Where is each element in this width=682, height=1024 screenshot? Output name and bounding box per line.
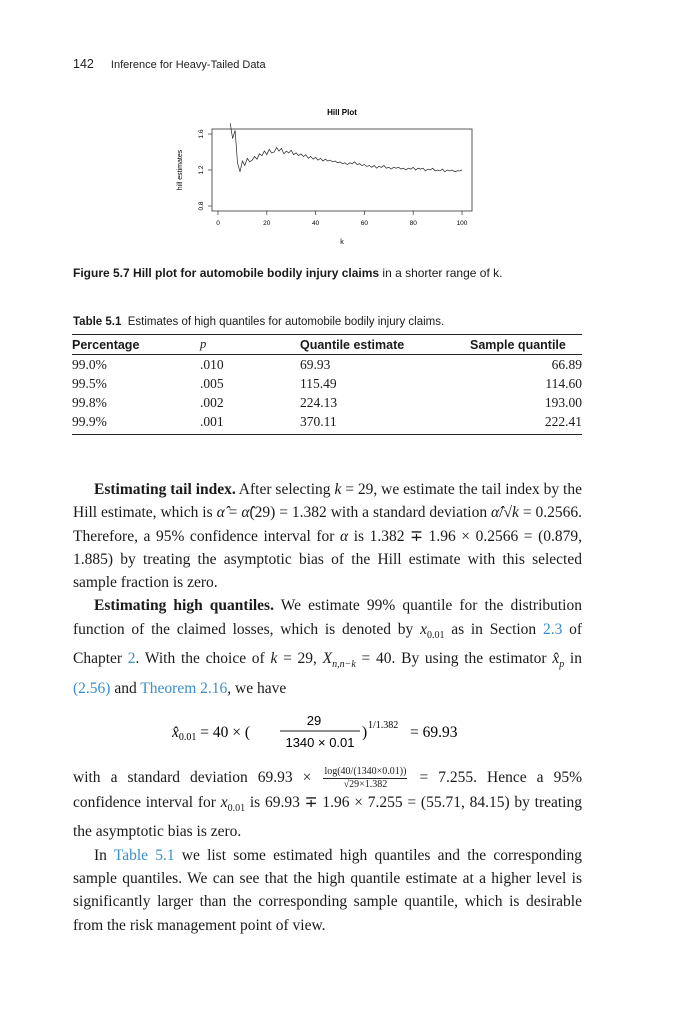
link-equation[interactable]: (2.56) (73, 679, 111, 697)
cell-sample-quantile: 193.00 (544, 394, 582, 410)
running-title: Inference for Heavy-Tailed Data (110, 59, 266, 71)
y-axis (198, 129, 212, 210)
cell-p: .010 (200, 356, 224, 372)
svg-text:): ) (362, 724, 368, 741)
paragraph-high-quantiles: Estimating high quantiles. We estimate 99% quantile for the distribution function of the claimed losses, which is denoted by $x_{0.01}$ as in Section 2.3 of Chapter 2. With the choice of k = 29, $X_{n,n-k} = 40$. By using the estimator $x̂_p$ in (2.56) and Theorem 2.16, we have (73, 597, 582, 697)
page-header (73, 57, 266, 71)
svg-text:1/1.382: 1/1.382 (368, 720, 399, 731)
col-percentage: Percentage (72, 335, 200, 355)
heading-tail-index: Estimating tail index. (94, 481, 236, 498)
y-tick-label: 1.6 (198, 129, 205, 139)
col-p-label: p (200, 337, 207, 351)
paragraph-tail-index: Estimating tail index. After selecting k = 29, we estimate the tail index by the Hill estimate, which is α̂ = α̂(29) = 1.382 with a standard deviation α̂/√k = 0.2566. Therefore, a 95% confidence interval for α is 1.382 ∓ 1.96 × 0.2566 = (0.879, 1.885) by treating the asymptotic bias of the Hill estimate with this selected sample fraction is zero. (73, 481, 582, 592)
table-caption (73, 316, 444, 328)
heading-high-quantiles: Estimating high quantiles. (94, 597, 274, 615)
table-row (72, 355, 582, 375)
x-axis-label: k (340, 239, 344, 246)
table-row (72, 374, 582, 393)
link-section[interactable]: 2.3 (542, 620, 563, 638)
figure-label: Figure 5.7 (73, 266, 130, 280)
y-tick-label: 1.2 (198, 165, 205, 175)
body-text (73, 478, 582, 700)
table-header-row (72, 335, 582, 355)
cell-sample-quantile: 222.41 (470, 412, 582, 434)
cell-quantile-estimate: 115.49 (300, 375, 337, 391)
cell-sample-quantile: 114.60 (545, 375, 582, 391)
cell-percentage: 99.8% (72, 394, 107, 410)
link-theorem[interactable]: Theorem 2.16 (140, 679, 228, 697)
figure-caption (73, 266, 593, 280)
quantile-table (72, 334, 582, 435)
cell-percentage: 99.0% (72, 356, 107, 372)
cell-p: .002 (200, 394, 224, 410)
col-sample-quantile: Sample quantile (470, 335, 582, 355)
cell-p: .005 (200, 375, 224, 391)
link-chapter[interactable]: 2 (127, 650, 136, 668)
x-tick-label: 60 (360, 220, 369, 227)
page-number: 142 (73, 57, 94, 71)
paragraph-table-summary: In Table 5.1 we list some estimated high quantiles and the corresponding sample quantiles. We can see that the high quantile estimate at a higher level is significantly larger than the corresponding sample quantile, which is desirable from the risk management point of view. (73, 846, 582, 934)
figure-caption-bold: Hill plot for automobile bodily injury claims (133, 266, 380, 280)
cell-p: .001 (200, 412, 300, 434)
x-tick-label: 0 (216, 220, 220, 227)
col-quantile-estimate: Quantile estimate (300, 335, 470, 355)
table-row (72, 412, 582, 434)
cell-quantile-estimate: 69.93 (300, 356, 331, 372)
x-tick-label: 20 (263, 220, 271, 227)
svg-text:29: 29 (306, 713, 322, 728)
body-text-continued (73, 766, 582, 937)
hill-series-line (230, 123, 462, 172)
col-p (200, 335, 300, 355)
plot-frame (212, 129, 472, 211)
paragraph-std-dev: with a standard deviation 69.93 × $\frac{\log(40/(1340\times 0.01))}{√29\times 1.382}$ = 7.255. Hence a 95% confidence interval for $x_{0.01}$ is 69.93 ∓ 1.96 × 7.255 = (55.71, 84.15) by treating the asymptotic bias is zero. (73, 766, 582, 841)
svg-text:x̂0.01 = 40 × (: x̂0.01 = 40 × ( (172, 724, 251, 743)
svg-text:1340 × 0.01: 1340 × 0.01 (285, 735, 355, 750)
cell-quantile-estimate: 370.11 (300, 412, 470, 434)
x-tick-label: 80 (409, 220, 417, 227)
cell-sample-quantile: 66.89 (551, 356, 582, 372)
x-tick-label: 40 (311, 220, 320, 227)
cell-quantile-estimate: 224.13 (300, 394, 338, 410)
quantile-equation (172, 706, 512, 752)
cell-percentage: 99.9% (72, 412, 200, 434)
link-table[interactable]: Table 5.1 (113, 846, 175, 864)
x-tick-label: 100 (456, 220, 468, 227)
cell-percentage: 99.5% (72, 375, 107, 391)
table-row (72, 393, 582, 412)
y-tick-label: 0.8 (198, 201, 205, 211)
x-axis (216, 211, 468, 227)
svg-text:= 69.93: = 69.93 (410, 724, 458, 741)
std-fraction: $\frac{\log(40/(1340\times 0.01))}{√29\times 1.382}$ (324, 766, 407, 790)
table-caption-text: Estimates of high quantiles for automobile bodily injury claims. (127, 316, 445, 328)
table-label: Table 5.1 (73, 316, 122, 328)
y-axis-label: hill estimates (177, 149, 184, 191)
chart-title: Hill Plot (327, 108, 357, 117)
hill-plot-chart (170, 102, 482, 250)
figure-caption-rest: in a shorter range of k. (379, 266, 503, 280)
